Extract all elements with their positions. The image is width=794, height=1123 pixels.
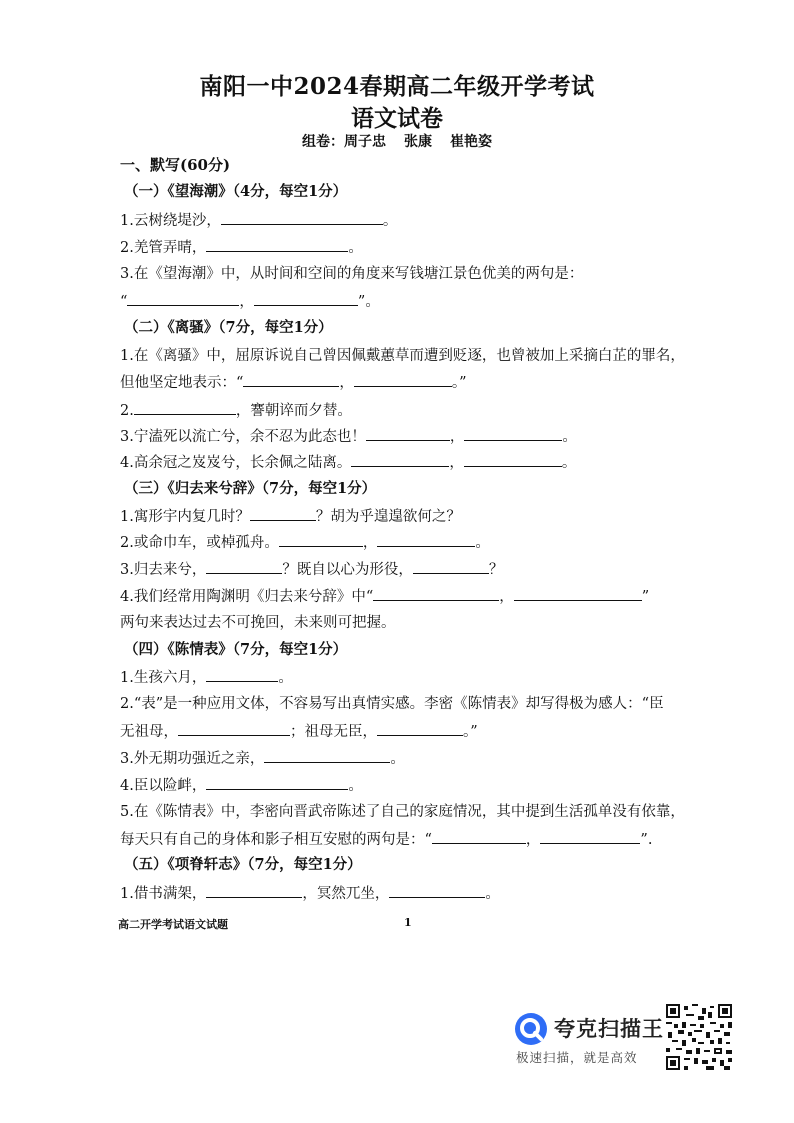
punct: 。 [348,240,363,256]
punct: ， [239,294,254,310]
question-text: 1.生孩六月， [120,670,207,686]
question-line: 两句来表达过去不可挽回，未来则可把握。 [120,615,396,631]
punct: 。 [475,535,490,551]
answer-blank[interactable] [354,372,452,387]
question-line [120,586,690,607]
answer-blank[interactable] [206,667,278,682]
question-text: 但他坚定地表示：“ [120,375,244,391]
answer-blank[interactable] [389,883,485,898]
brand-name: 夸克扫描王 [554,1017,664,1041]
punct: “ [120,294,128,310]
punct: 。 [382,213,398,229]
question-text: 4.我们经常用陶渊明《归去来兮辞》中“ [120,589,374,605]
answer-blank[interactable] [464,426,562,441]
question-line [120,210,690,231]
punct: ， [525,832,541,848]
part-heading: （一）《望海潮》（4分，每空1分） [124,183,348,200]
question-text: 1.云树绕堤沙， [120,213,221,229]
punct: 。” [451,375,467,391]
part-heading: （二）《离骚》（7分，每空1分） [124,319,333,336]
punct: ”。 [357,294,380,310]
compiler-name: 崔艳姿 [450,134,492,150]
answer-blank[interactable] [206,559,282,574]
question-line [120,506,690,527]
brand-slogan: 极速扫描，就是高效 [516,1050,638,1065]
question-text: 3.归去来兮， [120,562,207,578]
question-text: 每天只有自己的身体和影子相互安慰的两句是：“ [120,832,432,848]
question-line [120,748,690,769]
page-number: 1 [404,916,412,929]
answer-blank[interactable] [373,586,499,601]
answer-blank[interactable] [206,237,348,252]
question-text: ，冥然兀坐， [302,886,390,902]
question-line [120,721,690,742]
punct: ， [339,375,354,391]
question-text: 2. [120,403,134,419]
punct: 。 [561,455,577,471]
punct: ， [362,535,378,551]
question-line [120,775,690,796]
question-text: ？胡为乎遑遑欲何之？ [315,509,461,525]
question-text: ，謇朝谇而夕替。 [235,403,352,419]
question-text: 1.借书满架， [120,886,207,902]
footer-title: 高二开学考试语文试题 [118,918,228,931]
punct: ” [641,589,650,605]
question-text: ；祖母无臣， [290,724,377,740]
punct: 。 [348,778,363,794]
answer-blank[interactable] [279,532,363,547]
question-line [120,291,690,312]
question-line: 5.在《陈情表》中，李密向晋武帝陈述了自己的家庭情况，其中提到生活孤单没有依靠， [120,804,685,820]
question-line: 1.在《离骚》中，屈原诉说自己曾因佩戴蕙草而遭到贬逐，也曾被加上采摘白芷的罪名， [120,348,685,364]
punct: ？ [488,562,504,578]
punct: ， [499,589,514,605]
punct: 。 [562,429,577,445]
question-text: 无祖母， [120,724,178,740]
answer-blank[interactable] [540,829,640,844]
punct: 。 [485,886,500,902]
answer-blank[interactable] [351,452,449,467]
question-line [120,532,690,553]
answer-blank[interactable] [377,532,475,547]
question-line: 2.“表”是一种应用文体，不容易写出真情实感。李密《陈情表》却写得极为感人：“臣 [120,696,664,712]
question-line [120,452,690,473]
punct: 。” [463,724,478,740]
answer-blank[interactable] [206,775,348,790]
part-heading: （三）《归去来兮辞》（7分，每空1分） [124,480,377,497]
answer-blank[interactable] [377,721,463,736]
section-heading: 一、默写(60分) [120,156,231,174]
compiler-label: 组卷：周子忠 [302,134,386,150]
question-text: 4.高余冠之岌岌兮，长余佩之陆离。 [120,455,352,471]
question-text: 3.外无期功强近之亲， [120,751,265,767]
exam-subtitle: 语文试卷 [351,105,443,132]
part-heading: （四）《陈情表》（7分，每空1分） [124,641,348,658]
question-line [120,400,690,421]
answer-blank[interactable] [514,586,642,601]
punct: ， [449,429,465,445]
answer-blank[interactable] [221,210,383,225]
exam-title: 南阳一中2024春期高二年级开学考试 [199,73,595,100]
question-line [120,667,690,688]
question-line [120,426,690,447]
scanner-watermark [514,1010,664,1070]
question-text: ？既自以心为形役， [282,562,413,578]
answer-blank[interactable] [250,506,316,521]
punct: 。 [278,670,293,686]
qr-code-icon [666,1004,732,1070]
punct: ”. [640,832,653,848]
question-text: 1.寓形宇内复几时？ [120,509,250,525]
question-line: 3.在《望海潮》中，从时间和空间的角度来写钱塘江景色优美的两句是： [120,266,584,282]
punct: ， [449,455,464,471]
question-text: 2.或命巾车，或棹孤舟。 [120,535,279,551]
question-line [120,372,690,393]
question-line [120,883,690,904]
quark-logo-icon [514,1012,548,1046]
answer-blank[interactable] [254,291,358,306]
answer-blank[interactable] [366,426,450,441]
answer-blank[interactable] [206,883,302,898]
answer-blank[interactable] [464,452,562,467]
answer-blank[interactable] [413,559,489,574]
question-line [120,829,690,850]
answer-blank[interactable] [127,291,239,306]
answer-blank[interactable] [264,748,390,763]
question-text: 2.羌管弄晴， [120,240,207,256]
question-line [120,237,690,258]
part-heading: （五）《项脊轩志》（7分，每空1分） [124,856,362,873]
punct: 。 [390,751,405,767]
compilers-line [0,131,794,151]
answer-blank[interactable] [178,721,290,736]
answer-blank[interactable] [134,400,236,415]
question-line [120,559,690,580]
compiler-name: 张康 [404,134,432,150]
question-text: 3.宁溘死以流亡兮，余不忍为此态也！ [120,429,366,445]
answer-blank[interactable] [243,372,339,387]
answer-blank[interactable] [432,829,526,844]
question-text: 4.臣以险衅， [120,778,207,794]
